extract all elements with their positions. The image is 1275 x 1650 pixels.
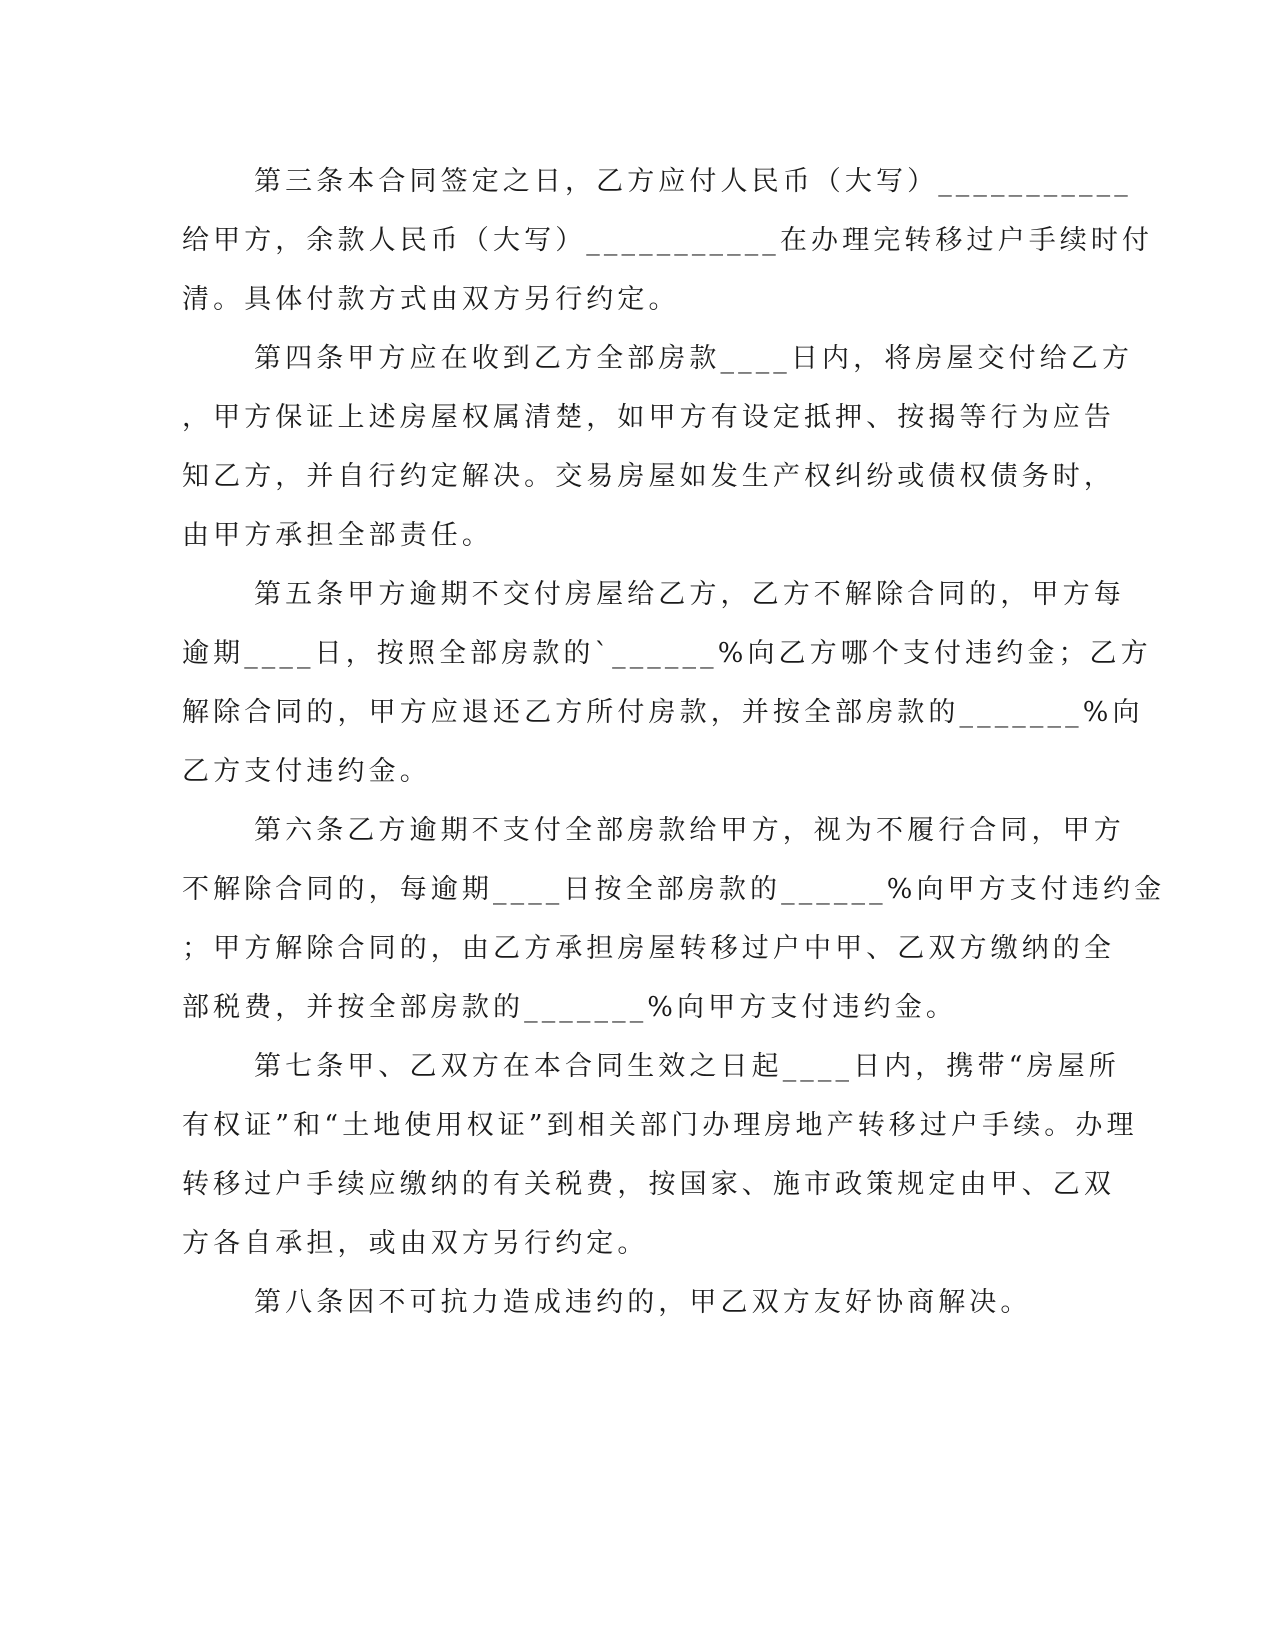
article-7-line-1: 第七条甲、乙双方在本合同生效之日起____日内，携带“房屋所 xyxy=(254,1051,1120,1082)
article-6-line-3: ；甲方解除合同的，由乙方承担房屋转移过户中甲、乙双方缴纳的全 xyxy=(182,933,1115,964)
article-8-line-1: 第八条因不可抗力造成违约的，甲乙双方友好协商解决。 xyxy=(254,1287,1032,1318)
article-5-line-2: 逾期____日，按照全部房款的`______%向乙方哪个支付违约金；乙方 xyxy=(182,638,1152,669)
article-6-line-4: 部税费，并按全部房款的_______%向甲方支付违约金。 xyxy=(182,992,957,1023)
article-7-line-4: 方各自承担，或由双方另行约定。 xyxy=(182,1228,649,1259)
article-5-line-1: 第五条甲方逾期不交付房屋给乙方，乙方不解除合同的，甲方每 xyxy=(254,579,1125,610)
article-6-line-1: 第六条乙方逾期不支付全部房款给甲方，视为不履行合同，甲方 xyxy=(254,815,1125,846)
article-7-line-2: 有权证”和“土地使用权证”到相关部门办理房地产转移过户手续。办理 xyxy=(182,1110,1138,1141)
article-3-line-2: 给甲方，余款人民币（大写）___________在办理完转移过户手续时付 xyxy=(182,225,1154,256)
article-7-line-3: 转移过户手续应缴纳的有关税费，按国家、施市政策规定由甲、乙双 xyxy=(182,1169,1115,1200)
article-3-line-3: 清。具体付款方式由双方另行约定。 xyxy=(182,284,680,315)
article-4-line-1: 第四条甲方应在收到乙方全部房款____日内，将房屋交付给乙方 xyxy=(254,343,1133,374)
article-4-line-3: 知乙方，并自行约定解决。交易房屋如发生产权纠纷或债权债务时， xyxy=(182,461,1115,492)
article-5-line-4: 乙方支付违约金。 xyxy=(182,756,431,787)
article-3-line-1: 第三条本合同签定之日，乙方应付人民币（大写）___________ xyxy=(254,166,1132,197)
article-5-line-3: 解除合同的，甲方应退还乙方所付房款，并按全部房款的_______%向 xyxy=(182,697,1144,728)
article-6-line-2: 不解除合同的，每逾期____日按全部房款的______%向甲方支付违约金 xyxy=(182,874,1166,905)
article-4-line-2: ，甲方保证上述房屋权属清楚，如甲方有设定抵押、按揭等行为应告 xyxy=(182,402,1115,433)
article-4-line-4: 由甲方承担全部责任。 xyxy=(182,520,493,551)
